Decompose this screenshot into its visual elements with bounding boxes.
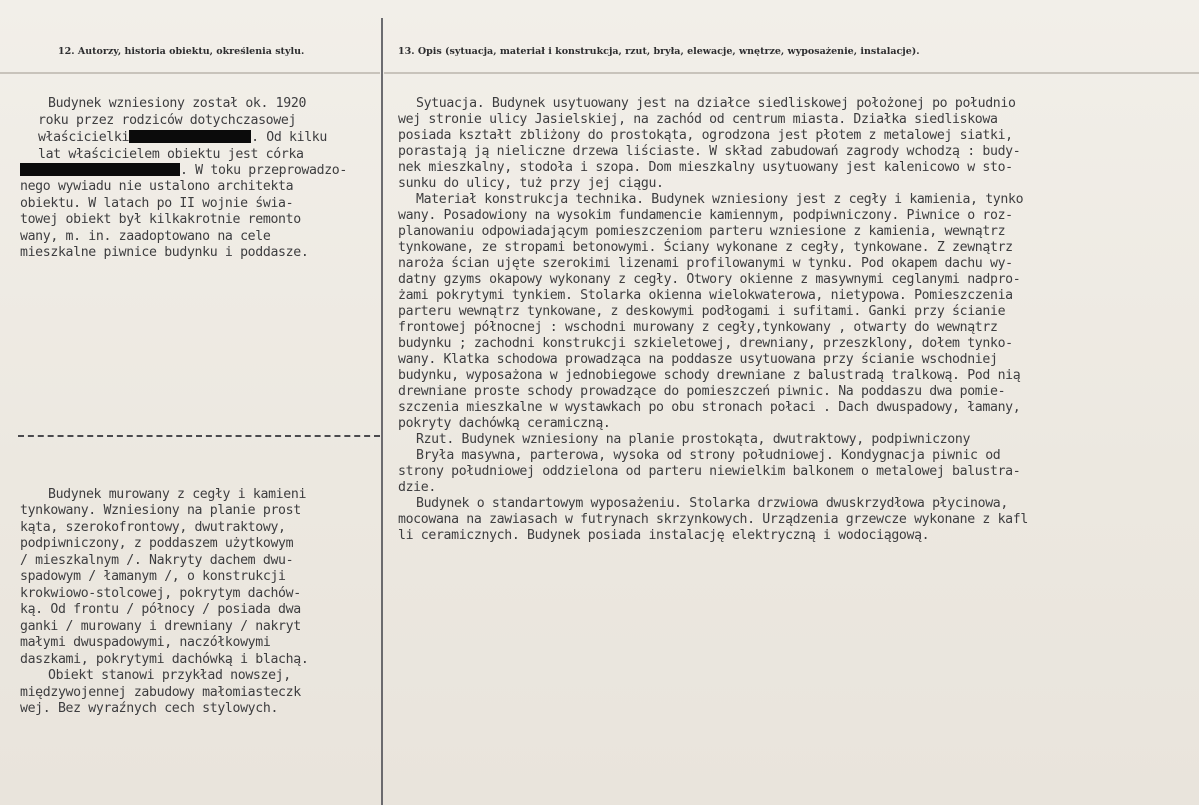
text-line: Budynek o standartowym wyposażeniu. Stolarka drzwiowa dwuskrzydłowa płycinowa, [416, 496, 1008, 511]
text-line: obiektu. W latach po II wojnie świa- [20, 196, 294, 211]
text-line: nego wywiadu nie ustalono architekta [20, 179, 294, 194]
text-line: krokwiowo-stolcowej, pokrytym dachów- [20, 586, 301, 601]
text-line: li ceramicznych. Budynek posiada instalację elektryczną i wodociągową. [398, 528, 930, 543]
text-line: / mieszkalnym /. Nakryty dachem dwu- [20, 553, 294, 568]
text-line: dzie. [398, 480, 436, 495]
text-line: małymi dwuspadowymi, naczółkowymi [20, 635, 271, 650]
text-line: żami pokrytymi tynkiem. Stolarka okienna wielokwaterowa, nietypowa. Pomieszczenia [398, 288, 1013, 303]
text-line: towej obiekt był kilkakrotnie remonto [20, 212, 301, 227]
text-line: spadowym / łamanym /, o konstrukcji [20, 569, 286, 584]
text-line: roku przez rodziców dotychczasowej [38, 113, 297, 128]
text-line: podpiwniczony, z poddaszem użytkowym [20, 536, 294, 551]
text-line: międzywojennej zabudowy małomiasteczk [20, 685, 301, 700]
text-line: budynku, wyposażona w jednobiegowe schody drewniane z balustradą tralkową. Pod nią [398, 368, 1021, 383]
text-line: wany. Posadowiony na wysokim fundamencie kamiennym, podpiwniczony. Piwnice o roz- [398, 208, 1013, 223]
text-line: posiada kształt zbliżony do prostokąta, ogrodzona jest płotem z metalowej siatki, [398, 128, 1013, 143]
text-line: tynkowane, ze stropami betonowymi. Ściany wykonane z cegły, tynkowane. Z zewnątrz [398, 240, 1013, 255]
text-line: wany, m. in. zaadoptowano na cele [20, 229, 271, 244]
text-line: ganki / murowany i drewniany / nakryt [20, 619, 301, 634]
text-line: właścicielki . Od kilku [38, 130, 327, 145]
text-line: szczenia mieszkalne w wystawkach po obu stronach połaci . Dach dwuspadowy, łamany, [398, 400, 1021, 415]
text-line: planowaniu odpowiadającym pomieszczeniom parteru wzniesione z kamienia, wewnątrz [398, 224, 1006, 239]
column-divider [381, 18, 383, 805]
text-line: Bryła masywna, parterowa, wysoka od strony południowej. Kondygnacja piwnic od [416, 448, 1001, 463]
text-line: wej. Bez wyraźnych cech stylowych. [20, 701, 279, 716]
text-line: drewniane proste schody prowadzące do pomieszczeń piwnic. Na poddaszu dwa pomie- [398, 384, 1006, 399]
redaction-bar [129, 130, 251, 143]
text-line: kąta, szerokofrontowy, dwutraktowy, [20, 520, 286, 535]
text-line: wany. Klatka schodowa prowadząca na poddasze usytuowana przy ścianie wschodniej [398, 352, 998, 367]
right-column-header: 13. Opis (sytuacja, materiał i konstrukcja, rzut, bryła, elewacje, wnętrze, wyposażenie, instalacje). [398, 46, 920, 57]
text-line: Budynek murowany z cegły i kamieni [48, 487, 307, 502]
text-line: mocowana na zawiasach w futrynach skrzynkowych. Urządzenia grzewcze wykonane z kafl [398, 512, 1028, 527]
text-line: budynku ; zachodni konstrukcji szkieletowej, drewniany, przeszklony, dołem tynko- [398, 336, 1013, 351]
text-line: Budynek wzniesiony został ok. 1920 [48, 96, 307, 111]
text-line: lat właścicielem obiektu jest córka [38, 147, 304, 162]
text-line: porastają ją nieliczne drzewa liściaste. W skład zabudowań zagrody wchodzą : budy- [398, 144, 1021, 159]
left-column-header: 12. Autorzy, historia obiektu, określenia stylu. [58, 46, 305, 57]
text-line: nek mieszkalny, stodoła i szopa. Dom mieszkalny usytuowany jest kalenicowo w sto- [398, 160, 1013, 175]
text-line: pokryty dachówką ceramiczną. [398, 416, 611, 431]
text-line: daszkami, pokrytymi dachówką i blachą. [20, 652, 309, 667]
text-line: Sytuacja. Budynek usytuowany jest na działce siedliskowej położonej po południo [416, 96, 1016, 111]
text-line: . W toku przeprowadzo- [20, 163, 347, 179]
dashed-separator [18, 435, 380, 437]
redaction-bar [20, 163, 180, 176]
text-line: datny gzyms okapowy wykonany z cegły. Otwory okienne z masywnymi ceglanymi nadpro- [398, 272, 1021, 287]
text-line: wej stronie ulicy Jasielskiej, na zachód od centrum miasta. Działka siedliskowa [398, 112, 998, 127]
text-line: sunku do ulicy, tuż przy jej ciągu. [398, 176, 664, 191]
text-line: strony południowej oddzielona od parteru niewielkim balkonem o metalowej balustra- [398, 464, 1021, 479]
text-line: Rzut. Budynek wzniesiony na planie prostokąta, dwutraktowy, podpiwniczony [416, 432, 971, 447]
text-line: Materiał konstrukcja technika. Budynek wzniesiony jest z cegły i kamienia, tynko [416, 192, 1024, 207]
text-line: naroża ścian ujęte szerokimi lizenami profilowanymi w tynku. Pod okapem dachu wy- [398, 256, 1013, 271]
text-line: ką. Od frontu / północy / posiada dwa [20, 602, 301, 617]
text-line: tynkowany. Wzniesiony na planie prost [20, 503, 301, 518]
text-line: frontowej północnej : wschodni murowany z cegły,tynkowany , otwarty do wewnątrz [398, 320, 998, 335]
text-line: mieszkalne piwnice budynku i poddasze. [20, 245, 309, 260]
text-line: parteru wewnątrz tynkowane, z deskowymi podłogami i sufitami. Ganki przy ścianie [398, 304, 1006, 319]
right-header-rule [384, 72, 1199, 74]
left-header-rule [0, 72, 380, 74]
text-line: Obiekt stanowi przykład nowszej, [48, 668, 291, 683]
